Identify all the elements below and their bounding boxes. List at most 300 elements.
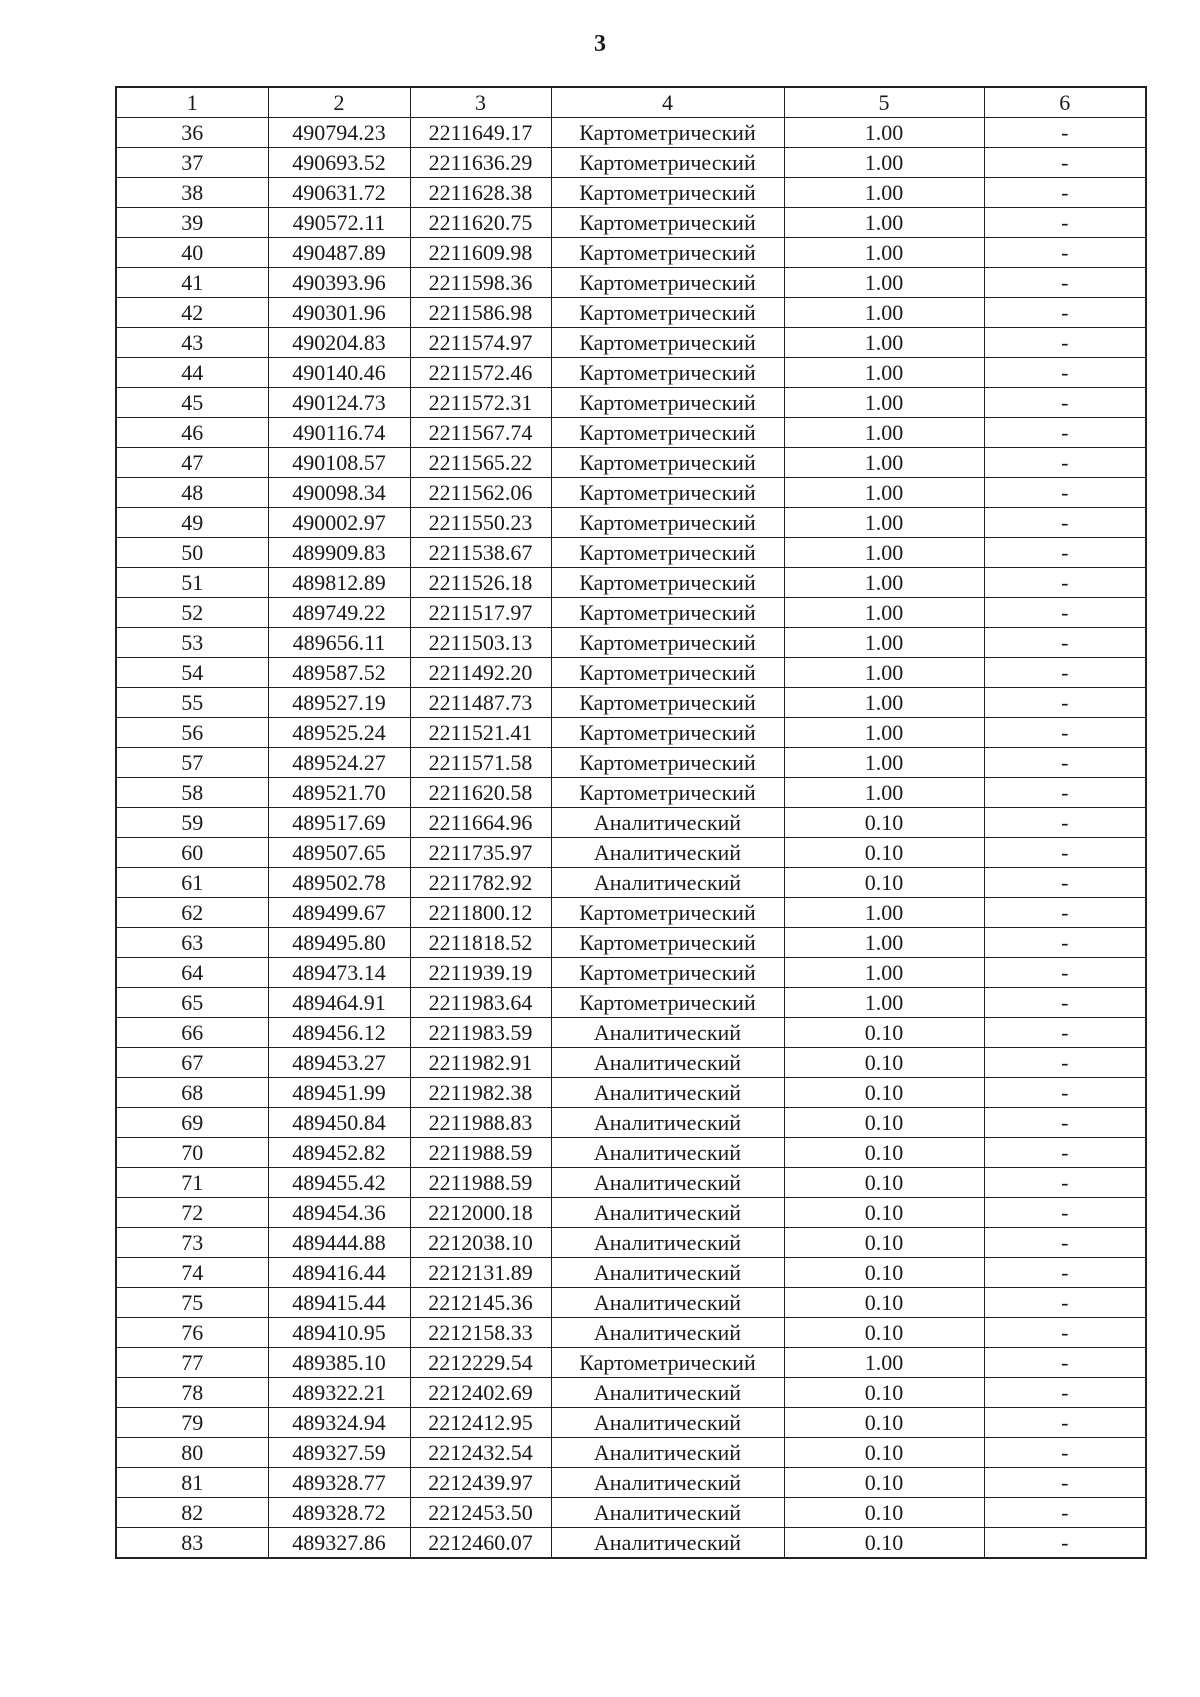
- point-number-cell: 37: [116, 148, 268, 178]
- table-row: [116, 1498, 1146, 1528]
- accuracy-cell: 0.10: [784, 1048, 984, 1078]
- table-row: [116, 388, 1146, 418]
- y-coordinate-cell: 2211982.38: [410, 1078, 551, 1108]
- x-coordinate-cell: 490204.83: [268, 328, 410, 358]
- method-cell: Аналитический: [551, 1288, 784, 1318]
- table-row: [116, 988, 1146, 1018]
- y-coordinate-cell: 2212460.07: [410, 1528, 551, 1559]
- accuracy-cell: 1.00: [784, 988, 984, 1018]
- accuracy-cell: 0.10: [784, 1078, 984, 1108]
- accuracy-cell: 1.00: [784, 478, 984, 508]
- accuracy-cell: 0.10: [784, 1138, 984, 1168]
- point-number-cell: 75: [116, 1288, 268, 1318]
- point-number-cell: 52: [116, 598, 268, 628]
- accuracy-cell: 0.10: [784, 1378, 984, 1408]
- accuracy-cell: 0.10: [784, 1468, 984, 1498]
- x-coordinate-cell: 489322.21: [268, 1378, 410, 1408]
- accuracy-cell: 1.00: [784, 538, 984, 568]
- table-row: [116, 238, 1146, 268]
- method-cell: Картометрический: [551, 928, 784, 958]
- accuracy-cell: 1.00: [784, 568, 984, 598]
- table-row: [116, 1228, 1146, 1258]
- x-coordinate-cell: 489749.22: [268, 598, 410, 628]
- note-cell: -: [984, 1108, 1146, 1138]
- note-cell: -: [984, 598, 1146, 628]
- page-number: 3: [594, 31, 606, 57]
- table-row: [116, 658, 1146, 688]
- table-row: [116, 928, 1146, 958]
- method-cell: Картометрический: [551, 358, 784, 388]
- note-cell: -: [984, 988, 1146, 1018]
- table-row: [116, 358, 1146, 388]
- accuracy-cell: 0.10: [784, 838, 984, 868]
- y-coordinate-cell: 2211620.75: [410, 208, 551, 238]
- point-number-cell: 40: [116, 238, 268, 268]
- method-cell: Картометрический: [551, 298, 784, 328]
- method-cell: Аналитический: [551, 1198, 784, 1228]
- note-cell: -: [984, 1228, 1146, 1258]
- y-coordinate-cell: 2211664.96: [410, 808, 551, 838]
- y-coordinate-cell: 2212402.69: [410, 1378, 551, 1408]
- accuracy-cell: 1.00: [784, 898, 984, 928]
- column-header-6: 6: [984, 87, 1146, 118]
- y-coordinate-cell: 2211572.46: [410, 358, 551, 388]
- x-coordinate-cell: 489328.77: [268, 1468, 410, 1498]
- method-cell: Аналитический: [551, 1078, 784, 1108]
- table-row: [116, 748, 1146, 778]
- accuracy-cell: 0.10: [784, 1318, 984, 1348]
- point-number-cell: 59: [116, 808, 268, 838]
- note-cell: -: [984, 1318, 1146, 1348]
- table-row: [116, 838, 1146, 868]
- point-number-cell: 70: [116, 1138, 268, 1168]
- accuracy-cell: 0.10: [784, 1438, 984, 1468]
- table-row: [116, 718, 1146, 748]
- note-cell: -: [984, 1378, 1146, 1408]
- method-cell: Картометрический: [551, 538, 784, 568]
- x-coordinate-cell: 489455.42: [268, 1168, 410, 1198]
- note-cell: -: [984, 868, 1146, 898]
- point-number-cell: 69: [116, 1108, 268, 1138]
- method-cell: Аналитический: [551, 1528, 784, 1559]
- accuracy-cell: 1.00: [784, 238, 984, 268]
- column-header-3: 3: [410, 87, 551, 118]
- point-number-cell: 50: [116, 538, 268, 568]
- note-cell: -: [984, 1498, 1146, 1528]
- accuracy-cell: 1.00: [784, 958, 984, 988]
- note-cell: -: [984, 568, 1146, 598]
- table-header-row: [116, 87, 1146, 118]
- table-row: [116, 1078, 1146, 1108]
- table-row: [116, 118, 1146, 148]
- accuracy-cell: 1.00: [784, 268, 984, 298]
- note-cell: -: [984, 418, 1146, 448]
- note-cell: -: [984, 1438, 1146, 1468]
- method-cell: Картометрический: [551, 748, 784, 778]
- note-cell: -: [984, 1138, 1146, 1168]
- point-number-cell: 56: [116, 718, 268, 748]
- x-coordinate-cell: 490393.96: [268, 268, 410, 298]
- coordinates-table: [115, 86, 1147, 1559]
- note-cell: -: [984, 1288, 1146, 1318]
- accuracy-cell: 1.00: [784, 418, 984, 448]
- note-cell: -: [984, 1018, 1146, 1048]
- table-row: [116, 1528, 1146, 1559]
- accuracy-cell: 1.00: [784, 748, 984, 778]
- y-coordinate-cell: 2211636.29: [410, 148, 551, 178]
- y-coordinate-cell: 2211983.64: [410, 988, 551, 1018]
- note-cell: -: [984, 1078, 1146, 1108]
- x-coordinate-cell: 489451.99: [268, 1078, 410, 1108]
- point-number-cell: 45: [116, 388, 268, 418]
- point-number-cell: 42: [116, 298, 268, 328]
- x-coordinate-cell: 490140.46: [268, 358, 410, 388]
- x-coordinate-cell: 489385.10: [268, 1348, 410, 1378]
- table-row: [116, 1468, 1146, 1498]
- y-coordinate-cell: 2211983.59: [410, 1018, 551, 1048]
- table-row: [116, 868, 1146, 898]
- y-coordinate-cell: 2212229.54: [410, 1348, 551, 1378]
- x-coordinate-cell: 489527.19: [268, 688, 410, 718]
- method-cell: Картометрический: [551, 118, 784, 148]
- method-cell: Картометрический: [551, 508, 784, 538]
- y-coordinate-cell: 2212412.95: [410, 1408, 551, 1438]
- note-cell: -: [984, 1348, 1146, 1378]
- accuracy-cell: 1.00: [784, 358, 984, 388]
- x-coordinate-cell: 489452.82: [268, 1138, 410, 1168]
- y-coordinate-cell: 2211586.98: [410, 298, 551, 328]
- x-coordinate-cell: 489454.36: [268, 1198, 410, 1228]
- point-number-cell: 44: [116, 358, 268, 388]
- accuracy-cell: 0.10: [784, 1258, 984, 1288]
- note-cell: -: [984, 328, 1146, 358]
- table-row: [116, 1288, 1146, 1318]
- point-number-cell: 76: [116, 1318, 268, 1348]
- table-row: [116, 1258, 1146, 1288]
- table-row: [116, 628, 1146, 658]
- x-coordinate-cell: 489464.91: [268, 988, 410, 1018]
- method-cell: Картометрический: [551, 238, 784, 268]
- table-row: [116, 958, 1146, 988]
- table-row: [116, 178, 1146, 208]
- y-coordinate-cell: 2211574.97: [410, 328, 551, 358]
- x-coordinate-cell: 489502.78: [268, 868, 410, 898]
- y-coordinate-cell: 2211982.91: [410, 1048, 551, 1078]
- method-cell: Аналитический: [551, 1408, 784, 1438]
- method-cell: Картометрический: [551, 778, 784, 808]
- point-number-cell: 47: [116, 448, 268, 478]
- note-cell: -: [984, 208, 1146, 238]
- y-coordinate-cell: 2212432.54: [410, 1438, 551, 1468]
- x-coordinate-cell: 490572.11: [268, 208, 410, 238]
- method-cell: Картометрический: [551, 898, 784, 928]
- point-number-cell: 71: [116, 1168, 268, 1198]
- method-cell: Картометрический: [551, 988, 784, 1018]
- y-coordinate-cell: 2211818.52: [410, 928, 551, 958]
- y-coordinate-cell: 2211521.41: [410, 718, 551, 748]
- point-number-cell: 53: [116, 628, 268, 658]
- point-number-cell: 68: [116, 1078, 268, 1108]
- x-coordinate-cell: 489517.69: [268, 808, 410, 838]
- note-cell: -: [984, 448, 1146, 478]
- note-cell: -: [984, 1468, 1146, 1498]
- y-coordinate-cell: 2211988.83: [410, 1108, 551, 1138]
- x-coordinate-cell: 489473.14: [268, 958, 410, 988]
- point-number-cell: 41: [116, 268, 268, 298]
- point-number-cell: 61: [116, 868, 268, 898]
- point-number-cell: 82: [116, 1498, 268, 1528]
- accuracy-cell: 0.10: [784, 1408, 984, 1438]
- y-coordinate-cell: 2211939.19: [410, 958, 551, 988]
- accuracy-cell: 1.00: [784, 208, 984, 238]
- x-coordinate-cell: 489328.72: [268, 1498, 410, 1528]
- x-coordinate-cell: 489499.67: [268, 898, 410, 928]
- column-header-4: 4: [551, 87, 784, 118]
- y-coordinate-cell: 2211628.38: [410, 178, 551, 208]
- note-cell: -: [984, 1198, 1146, 1228]
- point-number-cell: 64: [116, 958, 268, 988]
- note-cell: -: [984, 658, 1146, 688]
- method-cell: Картометрический: [551, 478, 784, 508]
- y-coordinate-cell: 2211735.97: [410, 838, 551, 868]
- point-number-cell: 73: [116, 1228, 268, 1258]
- method-cell: Картометрический: [551, 718, 784, 748]
- note-cell: -: [984, 718, 1146, 748]
- accuracy-cell: 0.10: [784, 1018, 984, 1048]
- point-number-cell: 60: [116, 838, 268, 868]
- note-cell: -: [984, 1528, 1146, 1559]
- y-coordinate-cell: 2212145.36: [410, 1288, 551, 1318]
- point-number-cell: 83: [116, 1528, 268, 1559]
- accuracy-cell: 0.10: [784, 808, 984, 838]
- x-coordinate-cell: 489453.27: [268, 1048, 410, 1078]
- table-row: [116, 298, 1146, 328]
- method-cell: Картометрический: [551, 688, 784, 718]
- accuracy-cell: 0.10: [784, 1288, 984, 1318]
- y-coordinate-cell: 2212131.89: [410, 1258, 551, 1288]
- note-cell: -: [984, 268, 1146, 298]
- x-coordinate-cell: 489327.59: [268, 1438, 410, 1468]
- y-coordinate-cell: 2212158.33: [410, 1318, 551, 1348]
- accuracy-cell: 0.10: [784, 1528, 984, 1559]
- y-coordinate-cell: 2211609.98: [410, 238, 551, 268]
- note-cell: -: [984, 1258, 1146, 1288]
- x-coordinate-cell: 490124.73: [268, 388, 410, 418]
- note-cell: -: [984, 628, 1146, 658]
- table-row: [116, 688, 1146, 718]
- x-coordinate-cell: 489456.12: [268, 1018, 410, 1048]
- table-row: [116, 1198, 1146, 1228]
- point-number-cell: 72: [116, 1198, 268, 1228]
- method-cell: Аналитический: [551, 1438, 784, 1468]
- note-cell: -: [984, 118, 1146, 148]
- method-cell: Картометрический: [551, 208, 784, 238]
- table-row: [116, 1048, 1146, 1078]
- table-row: [116, 1138, 1146, 1168]
- table-row: [116, 778, 1146, 808]
- point-number-cell: 63: [116, 928, 268, 958]
- point-number-cell: 66: [116, 1018, 268, 1048]
- point-number-cell: 62: [116, 898, 268, 928]
- method-cell: Аналитический: [551, 808, 784, 838]
- note-cell: -: [984, 1408, 1146, 1438]
- note-cell: -: [984, 358, 1146, 388]
- note-cell: -: [984, 388, 1146, 418]
- note-cell: -: [984, 808, 1146, 838]
- method-cell: Аналитический: [551, 838, 784, 868]
- point-number-cell: 49: [116, 508, 268, 538]
- method-cell: Картометрический: [551, 628, 784, 658]
- method-cell: Картометрический: [551, 388, 784, 418]
- note-cell: -: [984, 538, 1146, 568]
- table-row: [116, 538, 1146, 568]
- x-coordinate-cell: 490794.23: [268, 118, 410, 148]
- table-row: [116, 328, 1146, 358]
- accuracy-cell: 1.00: [784, 598, 984, 628]
- accuracy-cell: 1.00: [784, 118, 984, 148]
- y-coordinate-cell: 2211598.36: [410, 268, 551, 298]
- point-number-cell: 80: [116, 1438, 268, 1468]
- y-coordinate-cell: 2211572.31: [410, 388, 551, 418]
- note-cell: -: [984, 148, 1146, 178]
- column-header-2: 2: [268, 87, 410, 118]
- table-row: [116, 1438, 1146, 1468]
- point-number-cell: 77: [116, 1348, 268, 1378]
- table-row: [116, 1318, 1146, 1348]
- point-number-cell: 78: [116, 1378, 268, 1408]
- table-row: [116, 1018, 1146, 1048]
- note-cell: -: [984, 298, 1146, 328]
- x-coordinate-cell: 489495.80: [268, 928, 410, 958]
- table-row: [116, 478, 1146, 508]
- column-header-1: 1: [116, 87, 268, 118]
- y-coordinate-cell: 2211649.17: [410, 118, 551, 148]
- x-coordinate-cell: 489410.95: [268, 1318, 410, 1348]
- point-number-cell: 55: [116, 688, 268, 718]
- method-cell: Картометрический: [551, 1348, 784, 1378]
- table-row: [116, 1408, 1146, 1438]
- x-coordinate-cell: 489524.27: [268, 748, 410, 778]
- y-coordinate-cell: 2211492.20: [410, 658, 551, 688]
- y-coordinate-cell: 2211487.73: [410, 688, 551, 718]
- point-number-cell: 65: [116, 988, 268, 1018]
- x-coordinate-cell: 489507.65: [268, 838, 410, 868]
- method-cell: Картометрический: [551, 658, 784, 688]
- x-coordinate-cell: 489521.70: [268, 778, 410, 808]
- accuracy-cell: 1.00: [784, 178, 984, 208]
- method-cell: Картометрический: [551, 598, 784, 628]
- note-cell: -: [984, 1048, 1146, 1078]
- y-coordinate-cell: 2211550.23: [410, 508, 551, 538]
- point-number-cell: 38: [116, 178, 268, 208]
- x-coordinate-cell: 489415.44: [268, 1288, 410, 1318]
- method-cell: Аналитический: [551, 1108, 784, 1138]
- x-coordinate-cell: 489587.52: [268, 658, 410, 688]
- method-cell: Аналитический: [551, 1258, 784, 1288]
- method-cell: Аналитический: [551, 1318, 784, 1348]
- table-row: [116, 898, 1146, 928]
- y-coordinate-cell: 2211567.74: [410, 418, 551, 448]
- note-cell: -: [984, 1168, 1146, 1198]
- point-number-cell: 81: [116, 1468, 268, 1498]
- accuracy-cell: 0.10: [784, 868, 984, 898]
- note-cell: -: [984, 688, 1146, 718]
- method-cell: Картометрический: [551, 958, 784, 988]
- y-coordinate-cell: 2211620.58: [410, 778, 551, 808]
- point-number-cell: 48: [116, 478, 268, 508]
- method-cell: Картометрический: [551, 268, 784, 298]
- note-cell: -: [984, 958, 1146, 988]
- table-row: [116, 1168, 1146, 1198]
- note-cell: -: [984, 778, 1146, 808]
- accuracy-cell: 0.10: [784, 1108, 984, 1138]
- y-coordinate-cell: 2211782.92: [410, 868, 551, 898]
- table-row: [116, 418, 1146, 448]
- y-coordinate-cell: 2211503.13: [410, 628, 551, 658]
- method-cell: Картометрический: [551, 418, 784, 448]
- method-cell: Аналитический: [551, 868, 784, 898]
- note-cell: -: [984, 898, 1146, 928]
- y-coordinate-cell: 2211988.59: [410, 1168, 551, 1198]
- y-coordinate-cell: 2212038.10: [410, 1228, 551, 1258]
- note-cell: -: [984, 838, 1146, 868]
- accuracy-cell: 1.00: [784, 1348, 984, 1378]
- x-coordinate-cell: 490108.57: [268, 448, 410, 478]
- note-cell: -: [984, 928, 1146, 958]
- point-number-cell: 46: [116, 418, 268, 448]
- x-coordinate-cell: 490301.96: [268, 298, 410, 328]
- y-coordinate-cell: 2211526.18: [410, 568, 551, 598]
- accuracy-cell: 1.00: [784, 508, 984, 538]
- x-coordinate-cell: 490002.97: [268, 508, 410, 538]
- accuracy-cell: 1.00: [784, 928, 984, 958]
- accuracy-cell: 1.00: [784, 628, 984, 658]
- note-cell: -: [984, 178, 1146, 208]
- accuracy-cell: 1.00: [784, 778, 984, 808]
- table-row: [116, 1378, 1146, 1408]
- y-coordinate-cell: 2212439.97: [410, 1468, 551, 1498]
- point-number-cell: 79: [116, 1408, 268, 1438]
- x-coordinate-cell: 490487.89: [268, 238, 410, 268]
- column-header-5: 5: [784, 87, 984, 118]
- table-row: [116, 1108, 1146, 1138]
- x-coordinate-cell: 490631.72: [268, 178, 410, 208]
- point-number-cell: 39: [116, 208, 268, 238]
- accuracy-cell: 1.00: [784, 388, 984, 418]
- y-coordinate-cell: 2211517.97: [410, 598, 551, 628]
- x-coordinate-cell: 489416.44: [268, 1258, 410, 1288]
- method-cell: Аналитический: [551, 1168, 784, 1198]
- point-number-cell: 36: [116, 118, 268, 148]
- accuracy-cell: 1.00: [784, 718, 984, 748]
- x-coordinate-cell: 489656.11: [268, 628, 410, 658]
- table-row: [116, 208, 1146, 238]
- x-coordinate-cell: 489324.94: [268, 1408, 410, 1438]
- point-number-cell: 51: [116, 568, 268, 598]
- point-number-cell: 43: [116, 328, 268, 358]
- y-coordinate-cell: 2211538.67: [410, 538, 551, 568]
- y-coordinate-cell: 2211571.58: [410, 748, 551, 778]
- method-cell: Картометрический: [551, 148, 784, 178]
- x-coordinate-cell: 489525.24: [268, 718, 410, 748]
- y-coordinate-cell: 2211800.12: [410, 898, 551, 928]
- note-cell: -: [984, 508, 1146, 538]
- accuracy-cell: 1.00: [784, 658, 984, 688]
- accuracy-cell: 0.10: [784, 1498, 984, 1528]
- accuracy-cell: 0.10: [784, 1228, 984, 1258]
- method-cell: Аналитический: [551, 1228, 784, 1258]
- table-row: [116, 148, 1146, 178]
